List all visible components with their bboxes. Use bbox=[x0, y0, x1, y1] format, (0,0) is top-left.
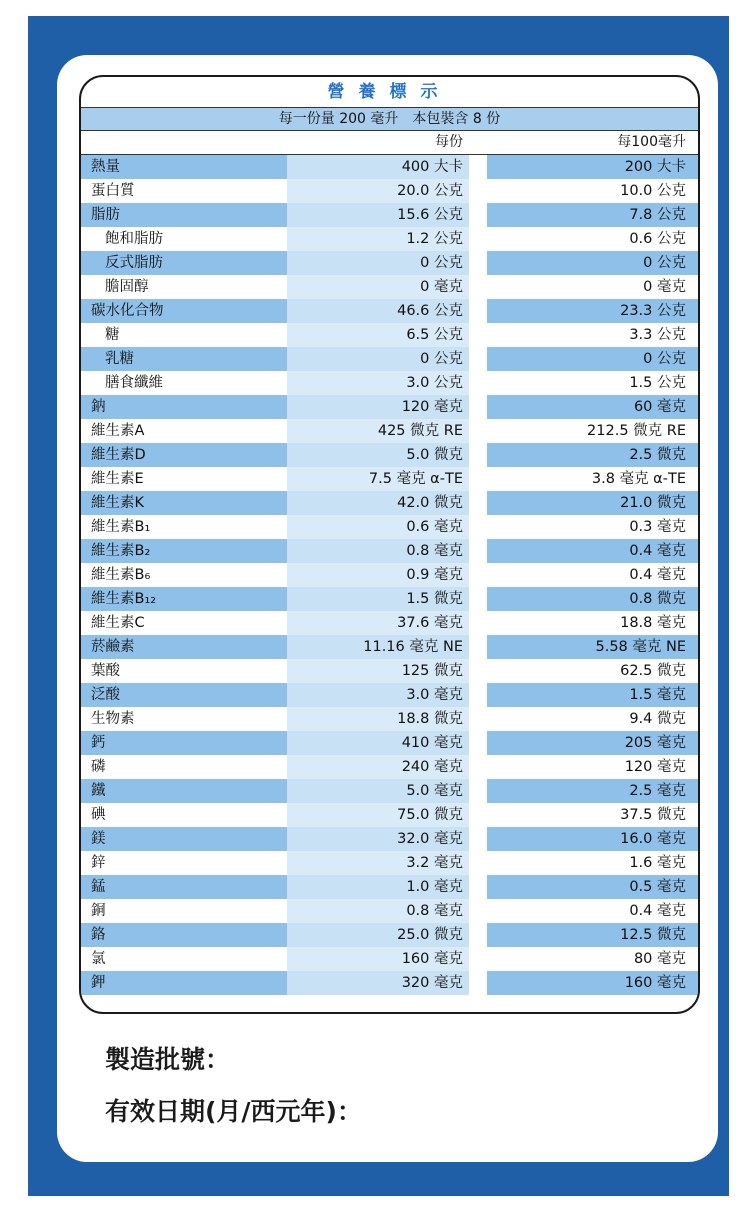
value-per-serving: 20.0 公克 bbox=[287, 179, 469, 203]
nutrient-name: 鐵 bbox=[81, 779, 287, 803]
nutrient-name: 維生素B₂ bbox=[81, 539, 287, 563]
column-gap bbox=[469, 899, 487, 923]
nutrient-row bbox=[81, 275, 698, 299]
value-per-serving: 0.6 毫克 bbox=[287, 515, 469, 539]
column-gap bbox=[469, 467, 487, 491]
nutrient-name: 鉻 bbox=[81, 923, 287, 947]
value-per-serving: 75.0 微克 bbox=[287, 803, 469, 827]
column-header-row bbox=[81, 131, 698, 155]
nutrient-name: 熱量 bbox=[81, 155, 287, 179]
nutrient-name: 維生素A bbox=[91, 423, 145, 439]
value-per-100ml: 18.8 毫克 bbox=[487, 611, 698, 635]
value-per-serving: 1.2 公克 bbox=[287, 227, 469, 251]
value-per-100ml: 0.8 微克 bbox=[487, 587, 698, 611]
value-per-serving: 400 大卡 bbox=[287, 155, 469, 179]
value-per-serving: 15.6 公克 bbox=[287, 203, 469, 227]
value-per-100ml: 23.3 公克 bbox=[487, 299, 698, 323]
value-per-serving: 320 毫克 bbox=[287, 971, 469, 995]
column-gap bbox=[469, 827, 487, 851]
nutrient-row bbox=[81, 443, 698, 467]
column-gap bbox=[469, 491, 487, 515]
value-per-100ml: 62.5 微克 bbox=[487, 659, 698, 683]
value-per-100ml: 0 公克 bbox=[487, 251, 698, 275]
value-per-100ml: 2.5 微克 bbox=[487, 443, 698, 467]
nutrient-row bbox=[81, 539, 698, 563]
value-per-100ml: 5.58 毫克 NE bbox=[487, 635, 698, 659]
nutrient-name: 蛋白質 bbox=[91, 183, 135, 199]
value-per-100ml: 0.4 毫克 bbox=[487, 563, 698, 587]
nutrient-row bbox=[81, 491, 698, 515]
value-per-100ml: 0.3 毫克 bbox=[487, 515, 698, 539]
value-per-100ml: 0.5 毫克 bbox=[487, 875, 698, 899]
column-gap bbox=[469, 755, 487, 779]
value-per-100ml: 60 毫克 bbox=[487, 395, 698, 419]
column-gap bbox=[469, 251, 487, 275]
nutrient-row bbox=[81, 827, 698, 851]
column-gap bbox=[469, 611, 487, 635]
expiry-date-label: 有效日期(月/西元年)： bbox=[105, 1097, 362, 1126]
nutrient-row bbox=[81, 299, 698, 323]
value-per-100ml: 16.0 毫克 bbox=[487, 827, 698, 851]
value-per-100ml: 0.6 公克 bbox=[487, 227, 698, 251]
nutrient-name: 鉀 bbox=[81, 971, 287, 995]
nutrient-name: 鈣 bbox=[81, 731, 287, 755]
value-per-serving: 3.0 毫克 bbox=[287, 683, 469, 707]
column-gap bbox=[469, 851, 487, 875]
nutrient-name: 碳水化合物 bbox=[81, 299, 287, 323]
column-gap bbox=[469, 179, 487, 203]
nutrient-name: 膽固醇 bbox=[105, 279, 149, 295]
column-gap bbox=[469, 515, 487, 539]
column-gap bbox=[469, 371, 487, 395]
value-per-serving: 18.8 微克 bbox=[287, 707, 469, 731]
serving-info: 每一份量 200 毫升 本包裝含 8 份 bbox=[81, 108, 698, 131]
value-per-serving: 1.5 微克 bbox=[287, 587, 469, 611]
value-per-100ml: 120 毫克 bbox=[487, 755, 698, 779]
nutrient-row bbox=[81, 203, 698, 227]
value-per-serving: 32.0 毫克 bbox=[287, 827, 469, 851]
nutrient-name: 菸鹼素 bbox=[81, 635, 287, 659]
value-per-100ml: 160 毫克 bbox=[487, 971, 698, 995]
nutrient-row bbox=[81, 347, 698, 371]
value-per-100ml: 9.4 微克 bbox=[487, 707, 698, 731]
value-per-serving: 37.6 毫克 bbox=[287, 611, 469, 635]
column-gap bbox=[469, 443, 487, 467]
column-gap bbox=[469, 323, 487, 347]
header-per-serving: 每份 bbox=[435, 134, 463, 150]
nutrient-name: 乳糖 bbox=[81, 347, 287, 371]
column-gap bbox=[469, 683, 487, 707]
nutrient-name: 鈉 bbox=[81, 395, 287, 419]
value-per-serving: 0 公克 bbox=[287, 347, 469, 371]
nutrient-name: 氯 bbox=[91, 951, 106, 967]
nutrient-name: 糖 bbox=[105, 327, 120, 343]
value-per-serving: 6.5 公克 bbox=[287, 323, 469, 347]
column-gap bbox=[469, 635, 487, 659]
column-gap bbox=[469, 395, 487, 419]
nutrient-row bbox=[81, 467, 698, 491]
value-per-serving: 120 毫克 bbox=[287, 395, 469, 419]
column-gap bbox=[469, 707, 487, 731]
value-per-100ml: 1.5 毫克 bbox=[487, 683, 698, 707]
nutrient-row bbox=[81, 707, 698, 731]
value-per-100ml: 1.6 毫克 bbox=[487, 851, 698, 875]
nutrient-row bbox=[81, 971, 698, 995]
column-gap bbox=[469, 947, 487, 971]
nutrient-name: 生物素 bbox=[91, 711, 135, 727]
nutrient-row bbox=[81, 851, 698, 875]
nutrient-row bbox=[81, 395, 698, 419]
batch-number-label: 製造批號： bbox=[105, 1045, 231, 1074]
nutrient-row bbox=[81, 371, 698, 395]
value-per-serving: 240 毫克 bbox=[287, 755, 469, 779]
value-per-100ml: 7.8 公克 bbox=[487, 203, 698, 227]
value-per-serving: 7.5 毫克 α-TE bbox=[287, 467, 469, 491]
nutrient-name: 鎂 bbox=[81, 827, 287, 851]
column-gap bbox=[469, 539, 487, 563]
nutrient-name: 反式脂肪 bbox=[81, 251, 287, 275]
nutrient-name: 銅 bbox=[91, 903, 106, 919]
value-per-100ml: 1.5 公克 bbox=[487, 371, 698, 395]
nutrient-name: 泛酸 bbox=[81, 683, 287, 707]
nutrient-name: 磷 bbox=[91, 759, 106, 775]
column-gap bbox=[469, 419, 487, 443]
nutrient-name: 碘 bbox=[91, 807, 106, 823]
nutrient-row bbox=[81, 251, 698, 275]
nutrition-title: 營養標示 bbox=[81, 77, 698, 108]
value-per-serving: 11.16 毫克 NE bbox=[287, 635, 469, 659]
nutrient-row bbox=[81, 227, 698, 251]
value-per-serving: 125 微克 bbox=[287, 659, 469, 683]
nutrient-row bbox=[81, 923, 698, 947]
column-gap bbox=[469, 875, 487, 899]
column-gap bbox=[469, 299, 487, 323]
value-per-serving: 0.8 毫克 bbox=[287, 539, 469, 563]
column-gap bbox=[469, 731, 487, 755]
nutrient-name: 膳食纖維 bbox=[105, 375, 163, 391]
column-gap bbox=[469, 347, 487, 371]
value-per-serving: 25.0 微克 bbox=[287, 923, 469, 947]
nutrient-rows bbox=[81, 155, 698, 995]
nutrition-table bbox=[79, 75, 700, 1014]
value-per-100ml: 12.5 微克 bbox=[487, 923, 698, 947]
nutrient-name: 脂肪 bbox=[81, 203, 287, 227]
nutrient-row bbox=[81, 635, 698, 659]
nutrient-row bbox=[81, 731, 698, 755]
nutrient-row bbox=[81, 755, 698, 779]
value-per-serving: 46.6 公克 bbox=[287, 299, 469, 323]
nutrient-row bbox=[81, 683, 698, 707]
value-per-serving: 1.0 毫克 bbox=[287, 875, 469, 899]
value-per-100ml: 212.5 微克 RE bbox=[487, 419, 698, 443]
value-per-serving: 425 微克 RE bbox=[287, 419, 469, 443]
nutrient-name: 維生素K bbox=[81, 491, 287, 515]
nutrient-row bbox=[81, 947, 698, 971]
nutrient-row bbox=[81, 875, 698, 899]
nutrient-row bbox=[81, 899, 698, 923]
nutrient-row bbox=[81, 803, 698, 827]
column-gap bbox=[469, 155, 487, 179]
value-per-100ml: 3.8 毫克 α-TE bbox=[487, 467, 698, 491]
nutrient-row bbox=[81, 611, 698, 635]
value-per-100ml: 0.4 毫克 bbox=[487, 899, 698, 923]
value-per-100ml: 0.4 毫克 bbox=[487, 539, 698, 563]
value-per-serving: 5.0 毫克 bbox=[287, 779, 469, 803]
nutrient-row bbox=[81, 515, 698, 539]
value-per-100ml: 10.0 公克 bbox=[487, 179, 698, 203]
value-per-serving: 410 毫克 bbox=[287, 731, 469, 755]
column-gap bbox=[469, 923, 487, 947]
nutrient-name: 葉酸 bbox=[91, 663, 120, 679]
nutrient-name: 飽和脂肪 bbox=[105, 231, 163, 247]
value-per-serving: 0 公克 bbox=[287, 251, 469, 275]
column-gap bbox=[469, 779, 487, 803]
value-per-100ml: 37.5 微克 bbox=[487, 803, 698, 827]
nutrient-name: 維生素B₁ bbox=[91, 519, 151, 535]
value-per-serving: 42.0 微克 bbox=[287, 491, 469, 515]
value-per-serving: 3.0 公克 bbox=[287, 371, 469, 395]
nutrient-name: 維生素B₆ bbox=[91, 567, 151, 583]
nutrient-name: 維生素E bbox=[91, 471, 144, 487]
nutrient-name: 維生素B₁₂ bbox=[81, 587, 287, 611]
column-gap bbox=[469, 971, 487, 995]
column-gap bbox=[469, 227, 487, 251]
nutrient-row bbox=[81, 779, 698, 803]
value-per-100ml: 0 公克 bbox=[487, 347, 698, 371]
nutrient-name: 鋅 bbox=[91, 855, 106, 871]
column-gap bbox=[469, 203, 487, 227]
value-per-serving: 5.0 微克 bbox=[287, 443, 469, 467]
column-gap bbox=[469, 275, 487, 299]
value-per-100ml: 0 毫克 bbox=[487, 275, 698, 299]
value-per-serving: 0.8 毫克 bbox=[287, 899, 469, 923]
nutrient-name: 維生素C bbox=[91, 615, 145, 631]
value-per-100ml: 3.3 公克 bbox=[487, 323, 698, 347]
nutrient-row bbox=[81, 323, 698, 347]
value-per-serving: 0.9 毫克 bbox=[287, 563, 469, 587]
value-per-100ml: 21.0 微克 bbox=[487, 491, 698, 515]
value-per-serving: 0 毫克 bbox=[287, 275, 469, 299]
nutrient-row bbox=[81, 563, 698, 587]
nutrient-name: 錳 bbox=[81, 875, 287, 899]
nutrient-row bbox=[81, 659, 698, 683]
nutrient-row bbox=[81, 179, 698, 203]
column-gap bbox=[469, 563, 487, 587]
value-per-serving: 3.2 毫克 bbox=[287, 851, 469, 875]
value-per-100ml: 205 毫克 bbox=[487, 731, 698, 755]
column-gap bbox=[469, 803, 487, 827]
nutrient-name: 維生素D bbox=[81, 443, 287, 467]
value-per-100ml: 80 毫克 bbox=[487, 947, 698, 971]
column-gap bbox=[469, 659, 487, 683]
header-blank bbox=[81, 131, 287, 154]
nutrient-row bbox=[81, 155, 698, 179]
nutrient-row bbox=[81, 419, 698, 443]
nutrient-row bbox=[81, 587, 698, 611]
value-per-serving: 160 毫克 bbox=[287, 947, 469, 971]
value-per-100ml: 200 大卡 bbox=[487, 155, 698, 179]
column-gap bbox=[469, 587, 487, 611]
value-per-100ml: 2.5 毫克 bbox=[487, 779, 698, 803]
header-per-100ml: 每100毫升 bbox=[617, 134, 686, 150]
